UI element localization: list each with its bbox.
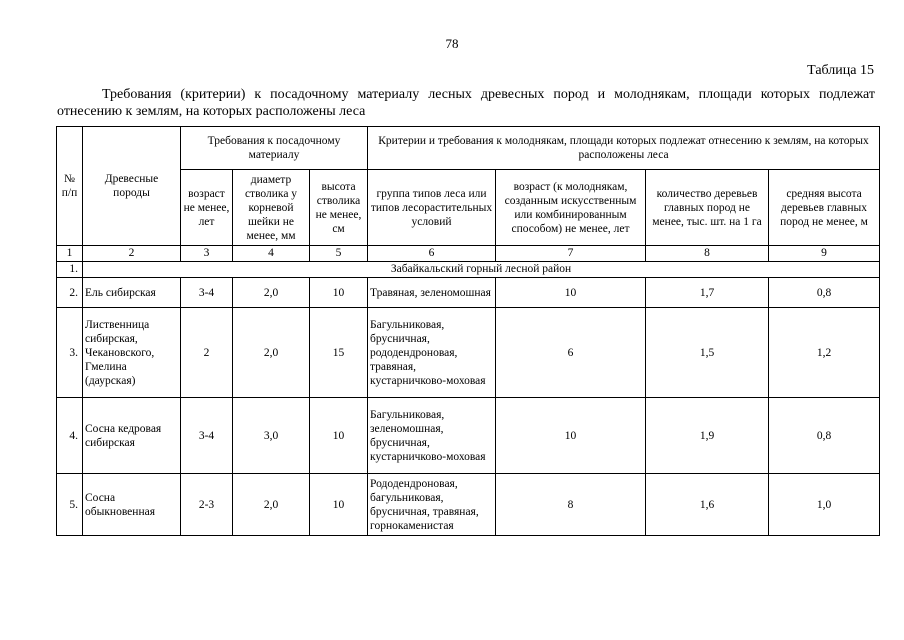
table-caption: Требования (критерии) к посадочному материалу лесных древесных пород и молоднякам, площади которых подлежат отнесению к землям, на которых расположены леса	[57, 87, 875, 119]
row-diameter: 2,0	[233, 474, 310, 536]
row-height: 10	[310, 474, 368, 536]
row-index: 3.	[57, 308, 83, 398]
column-number: 8	[646, 246, 769, 262]
row-count: 1,7	[646, 278, 769, 308]
header-species: Древесные породы	[83, 127, 181, 246]
requirements-table	[56, 126, 880, 536]
table-label: Таблица 15	[807, 63, 874, 78]
row-index: 2.	[57, 278, 83, 308]
row-forest-type: Рододендроновая, багульниковая, брусничная, травяная, горнокаменистая	[368, 474, 496, 536]
row-avg-height: 0,8	[769, 398, 880, 474]
row-index: 5.	[57, 474, 83, 536]
column-number: 2	[83, 246, 181, 262]
header-avg-height: средняя высота деревьев главных пород не менее, м	[769, 170, 880, 246]
table-row	[57, 398, 880, 474]
row-count: 1,5	[646, 308, 769, 398]
column-number-row	[57, 246, 880, 262]
column-number: 6	[368, 246, 496, 262]
row-age: 3-4	[181, 278, 233, 308]
row-avg-height: 1,0	[769, 474, 880, 536]
row-count: 1,6	[646, 474, 769, 536]
table-row	[57, 474, 880, 536]
page-number: 78	[445, 36, 459, 51]
row-species: Лиственница сибирская, Чекановского, Гмелина (даурская)	[83, 308, 181, 398]
region-name: Забайкальский горный лесной район	[83, 262, 880, 278]
row-forest-type: Багульниковая, зеленомошная, брусничная, кустарничково-моховая	[368, 398, 496, 474]
table-row	[57, 308, 880, 398]
row-age: 3-4	[181, 398, 233, 474]
row-young-age: 6	[496, 308, 646, 398]
row-age: 2-3	[181, 474, 233, 536]
column-number: 3	[181, 246, 233, 262]
row-species: Сосна кедровая сибирская	[83, 398, 181, 474]
row-count: 1,9	[646, 398, 769, 474]
row-diameter: 3,0	[233, 398, 310, 474]
row-height: 15	[310, 308, 368, 398]
row-forest-type: Багульниковая, брусничная, рододендроновая, травяная, кустарничково-моховая	[368, 308, 496, 398]
row-species: Ель сибирская	[83, 278, 181, 308]
header-diameter: диаметр стволика у корневой шейки не менее, мм	[233, 170, 310, 246]
header-young-age: возраст (к молоднякам, созданным искусственным или комбинированным способом) не менее, лет	[496, 170, 646, 246]
header-age: возраст не менее, лет	[181, 170, 233, 246]
header-forest-type: группа типов леса или типов лесорастительных условий	[368, 170, 496, 246]
column-number: 1	[57, 246, 83, 262]
row-index: 4.	[57, 398, 83, 474]
column-number: 9	[769, 246, 880, 262]
row-age: 2	[181, 308, 233, 398]
column-number: 7	[496, 246, 646, 262]
row-species: Сосна обыкновенная	[83, 474, 181, 536]
row-avg-height: 0,8	[769, 278, 880, 308]
row-forest-type: Травяная, зеленомошная	[368, 278, 496, 308]
column-number: 5	[310, 246, 368, 262]
region-index: 1.	[57, 262, 83, 278]
table-row	[57, 278, 880, 308]
row-height: 10	[310, 398, 368, 474]
header-num: № п/п	[57, 127, 83, 246]
header-height: высота стволика не менее, см	[310, 170, 368, 246]
header-young-group: Критерии и требования к молоднякам, площади которых подлежат отнесению к землям, на которых расположены леса	[368, 127, 880, 170]
row-diameter: 2,0	[233, 278, 310, 308]
row-young-age: 10	[496, 398, 646, 474]
row-young-age: 10	[496, 278, 646, 308]
region-row	[57, 262, 880, 278]
header-planting-group: Требования к посадочному материалу	[181, 127, 368, 170]
header-count: количество деревьев главных пород не менее, тыс. шт. на 1 га	[646, 170, 769, 246]
row-young-age: 8	[496, 474, 646, 536]
row-diameter: 2,0	[233, 308, 310, 398]
row-height: 10	[310, 278, 368, 308]
column-number: 4	[233, 246, 310, 262]
row-avg-height: 1,2	[769, 308, 880, 398]
